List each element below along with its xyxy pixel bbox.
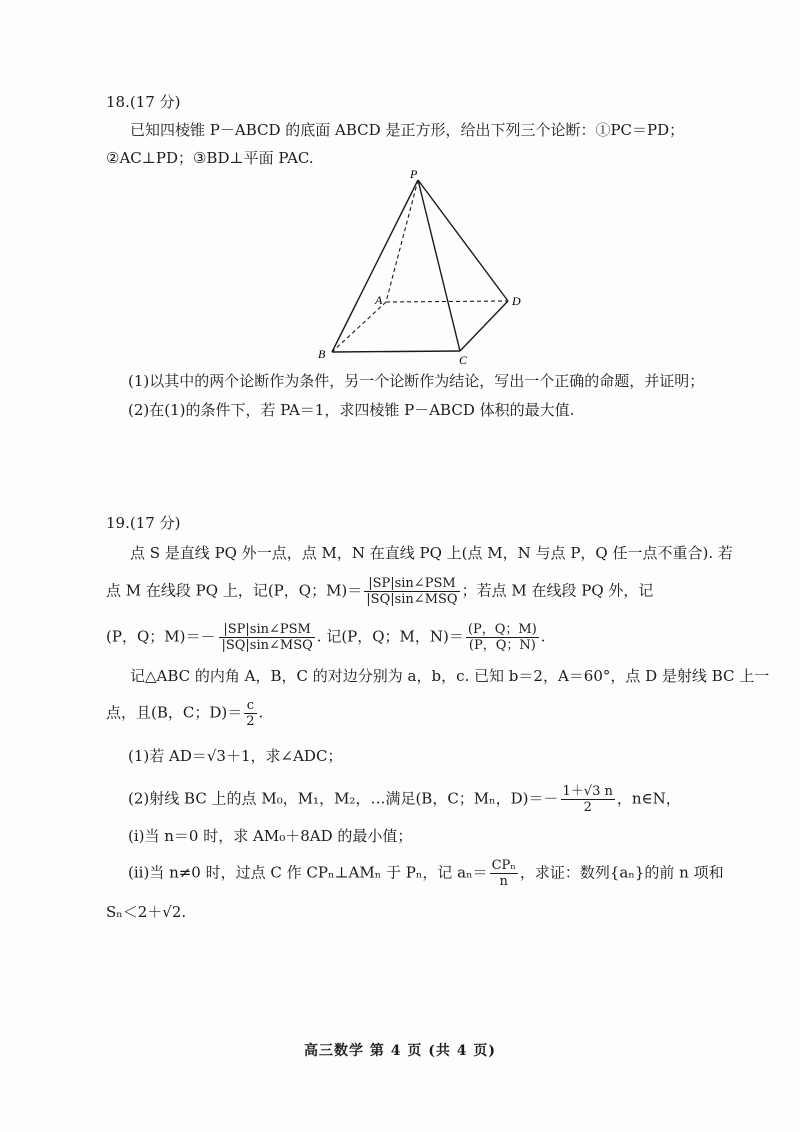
fraction-3-numerator: (P，Q；M) (467, 622, 537, 637)
q18-intro-2: ②AC⊥PD；③BD⊥平面 PAC. (106, 149, 314, 167)
fraction-2-numerator: |SP|sin∠PSM (219, 622, 314, 638)
fraction-1 (364, 576, 459, 607)
fraction-2 (219, 622, 314, 653)
fraction-4-denominator: 2 (246, 714, 255, 729)
q18-part1: (1)以其中的两个论断作为条件，另一个论断作为结论，写出一个正确的命题，并证明； (128, 372, 705, 390)
fraction-1-denominator: |SQ|sin∠MSQ (366, 592, 458, 607)
label-d: D (512, 294, 521, 308)
label-p: P (410, 168, 418, 181)
q19-number: 19. (106, 514, 130, 532)
page-footer: 高三数学 第 4 页 (共 4 页) (304, 1043, 496, 1059)
fraction-6-numerator: CPₙ (491, 858, 516, 873)
q19-line1: 点 S 是直线 PQ 外一点，点 M，N 在直线 PQ 上(点 M，N 与点 P，Q 任一点不重合). 若 (130, 544, 733, 562)
pyramid-figure (316, 168, 526, 368)
fraction-1-numerator: |SP|sin∠PSM (364, 576, 459, 592)
fraction-2-denominator: |SQ|sin∠MSQ (221, 638, 313, 653)
edge-ad (386, 301, 508, 302)
q19-line4: 记△ABC 的内角 A，B，C 的对边分别为 a，b，c. 已知 b＝2，A＝60°，点 D 是射线 BC 上一 (130, 667, 770, 685)
q19-line2 (106, 576, 746, 607)
q19-line2-pre: 点 M 在线段 PQ 上，记(P，Q；M)＝ (106, 581, 363, 600)
q18-points: (17 分) (129, 93, 181, 111)
fraction-3-denominator: (P，Q；N) (468, 638, 536, 653)
fraction-5-numerator: 1＋√3 n (562, 784, 613, 799)
label-c: C (459, 353, 468, 367)
q19-line3 (106, 622, 746, 653)
q19-line5-pre: 点，且(B，C；D)＝ (106, 703, 243, 722)
q19-line5-post: . (258, 703, 264, 722)
q19-line3-pre: (P，Q；M)＝ (106, 627, 201, 646)
edge-bc (332, 351, 460, 352)
q19-sub-i: (i)当 n＝0 时，求 AM₀＋8AD 的最小值； (128, 827, 413, 845)
label-b: B (318, 347, 326, 361)
q18-header (106, 92, 746, 112)
q19-part2-pre: (2)射线 BC 上的点 M₀，M₁，M₂，…满足(B，C；Mₙ，D)＝－ (128, 789, 559, 808)
edge-pa (386, 180, 418, 302)
q18-intro-1: 已知四棱锥 P－ABCD 的底面 ABCD 是正方形，给出下列三个论断：①PC＝PD； (130, 121, 685, 139)
q19-sub-ii (128, 858, 768, 889)
q18-part2: (2)在(1)的条件下，若 PA＝1，求四棱锥 P－ABCD 体积的最大值. (128, 401, 575, 419)
q19-part2-post: ，n∈N， (616, 789, 681, 808)
q19-line3-end: . (540, 627, 546, 646)
q19-line3-mid: . 记(P，Q；M，N)＝ (316, 627, 464, 646)
q19-last-line: Sₙ＜2＋√2. (106, 903, 187, 921)
edge-pb (332, 180, 418, 352)
q19-part1: (1)若 AD＝√3＋1，求∠ADC； (128, 747, 343, 765)
q19-header (106, 513, 746, 533)
fraction-3 (466, 622, 539, 653)
q19-sub-ii-pre: (ii)当 n≠0 时，过点 C 作 CPₙ⊥AMₙ 于 Pₙ，记 aₙ＝ (128, 863, 488, 882)
q19-points: (17 分) (129, 514, 181, 532)
edge-pc (418, 180, 460, 351)
q18-number: 18. (106, 93, 130, 111)
label-a: A (375, 293, 383, 307)
minus-sign: － (200, 627, 216, 646)
fraction-6 (490, 858, 518, 889)
q19-sub-ii-post: ，求证：数列{aₙ}的前 n 项和 (519, 863, 724, 882)
edge-cd (460, 301, 508, 351)
fraction-4 (244, 698, 256, 729)
fraction-6-denominator: n (499, 874, 508, 889)
edge-pd (418, 180, 508, 301)
edge-ab (332, 302, 386, 352)
fraction-4-numerator: c (244, 698, 256, 714)
fraction-5 (561, 784, 615, 815)
q19-line5 (106, 698, 746, 729)
q19-line2-post: ；若点 M 在线段 PQ 外，记 (461, 581, 654, 600)
fraction-5-denominator: 2 (583, 800, 592, 815)
q19-part2 (128, 784, 768, 815)
